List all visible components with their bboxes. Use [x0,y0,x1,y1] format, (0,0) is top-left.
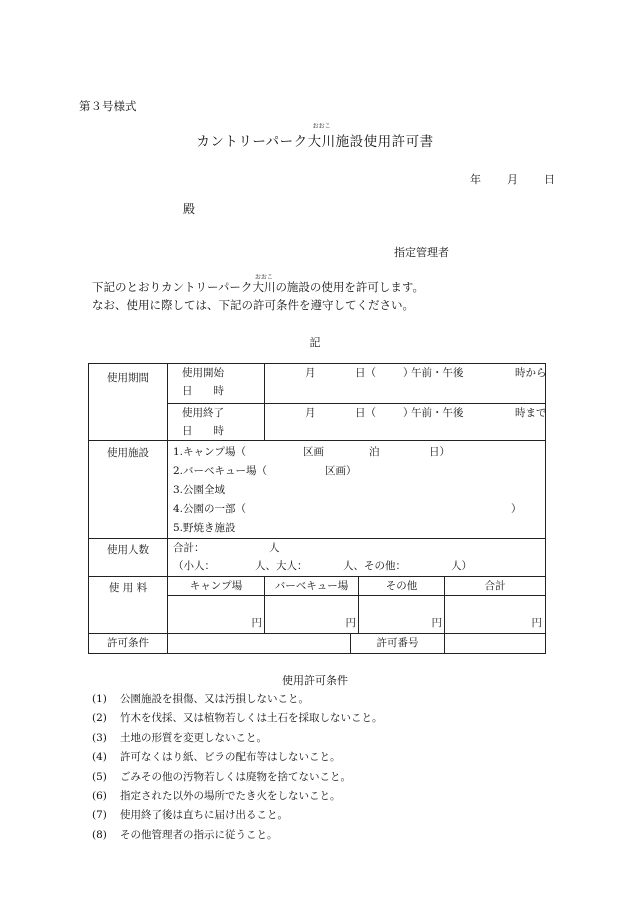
fee-header-bbq: バーベキュー場 [265,577,359,596]
fee-label: 使 用 料 [89,577,168,634]
permit-condition-value[interactable] [168,634,351,654]
row-fee-header [89,577,546,596]
condition-number: (5) [92,770,107,783]
start-ampm: 午前・午後 [411,367,464,379]
condition-text: 竹木を伐採、又は植物若しくは土石を採取しないこと。 [120,712,383,725]
condition-item [92,729,383,748]
start-time: 時から [515,367,547,379]
condition-item [92,748,383,767]
facility-bbq[interactable] [173,462,545,481]
condition-text: 指定された以外の場所でたき火をしないこと。 [120,789,341,802]
facility-list [168,441,546,539]
facility-bbq-label: 2.バーベキュー場（ [173,465,268,477]
intro-ruby-base: 大川 [252,280,276,294]
facility-camp-days: 日） [429,446,450,458]
condition-item [92,690,383,709]
fee-header-total: 合計 [445,577,546,596]
end-time: 時まで [515,407,547,419]
date-month: 月 [507,173,518,186]
people-total-unit: 人 [269,542,280,554]
condition-item [92,709,383,728]
condition-text: その他管理者の指示に従うこと。 [120,828,278,841]
people-label: 使用人数 [89,539,168,577]
fee-other-value[interactable]: 円 [359,596,445,634]
facility-label: 使用施設 [89,441,168,539]
intro-text [92,274,425,314]
fee-header-camp: キャンプ場 [168,577,265,596]
row-permit [89,634,546,654]
manager-label: 指定管理者 [394,246,449,259]
row-people [89,539,546,577]
condition-item [92,787,383,806]
permit-table [88,363,546,654]
facility-part-park-label: 4.公園の一部（ [173,503,247,515]
date-day: 日 [544,173,555,186]
permit-number-label: 許可番号 [351,634,445,654]
facility-whole-park[interactable]: 3.公園全域 [173,484,226,496]
end-label-cell [168,404,265,441]
start-label-2: 日 時 [182,385,224,397]
intro-line-1 [92,274,425,296]
people-cell[interactable] [168,539,546,577]
condition-text: 使用終了後は直ちに届け出ること。 [120,809,288,822]
condition-text: 許可なくはり紙、ビラの配布等はしないこと。 [120,751,341,764]
people-other-unit: 人） [451,560,472,572]
condition-number: (2) [92,712,107,725]
end-day: 日（ [355,407,376,419]
permit-number-value[interactable] [445,634,546,654]
facility-part-park-close: ） [511,503,522,515]
facility-camp-nights: 泊 [369,446,380,458]
form-number: 第３号様式 [79,99,137,113]
facility-bbq-sections: 区画） [325,465,357,477]
start-close: ） [403,367,414,379]
permit-condition-label: 許可条件 [89,634,168,654]
condition-number: (4) [92,751,107,764]
title-ruby-group [307,123,336,150]
conditions-list [92,690,383,845]
fee-header-other: その他 [359,577,445,596]
end-value-cell[interactable] [265,404,546,441]
facility-bonfire[interactable]: 5.野焼き施設 [173,522,236,534]
fee-bbq-value[interactable]: 円 [265,596,359,634]
start-day: 日（ [355,367,376,379]
people-child-unit: 人、大人： [255,560,308,572]
fee-camp-value[interactable]: 円 [168,596,265,634]
row-facilities [89,441,546,539]
condition-number: (3) [92,731,107,744]
people-child: （小人： [173,560,215,572]
condition-text: 土地の形質を変更しないこと。 [120,731,267,744]
intro-line1-suffix: の施設の使用を許可します。 [275,280,425,294]
title-ruby-base: 大川 [307,134,336,150]
condition-item [92,806,383,825]
title-prefix: カントリーパーク [196,134,308,150]
date-year: 年 [470,173,481,186]
conditions-title: 使用許可条件 [282,674,348,687]
end-label-1: 使用終了 [182,407,224,419]
start-label-1: 使用開始 [182,367,224,379]
condition-number: (8) [92,828,107,841]
ki-heading: 記 [309,336,321,349]
start-value-cell[interactable] [265,364,546,404]
condition-number: (6) [92,789,107,802]
intro-ruby-text: おおこ [254,274,273,281]
people-adult-unit: 人、その他： [343,560,406,572]
row-period-start [89,364,546,404]
intro-line-2: なお、使用に際しては、下記の許可条件を遵守してください。 [92,298,414,312]
end-close: ） [403,407,414,419]
addressee-honorific: 殿 [183,202,196,216]
facility-camp-sections: 区画 [303,446,324,458]
start-label-cell [168,364,265,404]
title-suffix: 施設使用許可書 [335,134,434,150]
facility-camp-label: 1.キャンプ場（ [173,446,247,458]
period-label: 使用期間 [89,364,168,441]
issue-date [470,171,555,187]
condition-text: 公園施設を損傷、又は汚損しないこと。 [120,693,309,705]
condition-text: ごみその他の汚物若しくは廃物を捨てないこと。 [120,770,351,783]
fee-total-value[interactable]: 円 [445,596,546,634]
document-title [0,123,630,150]
end-month: 月 [305,407,316,419]
end-ampm: 午前・午後 [411,407,464,419]
facility-camp[interactable] [173,443,545,462]
end-label-2: 日 時 [182,425,224,437]
condition-number: (1) [92,693,107,705]
condition-item [92,826,383,845]
facility-part-park[interactable] [173,500,545,519]
title-ruby-text: おおこ [312,123,331,130]
condition-number: (7) [92,809,107,822]
start-month: 月 [305,367,316,379]
people-total: 合計： [173,542,205,554]
intro-ruby-group [252,274,276,296]
intro-line1-prefix: 下記のとおりカントリーパーク [92,280,253,294]
condition-item [92,768,383,787]
